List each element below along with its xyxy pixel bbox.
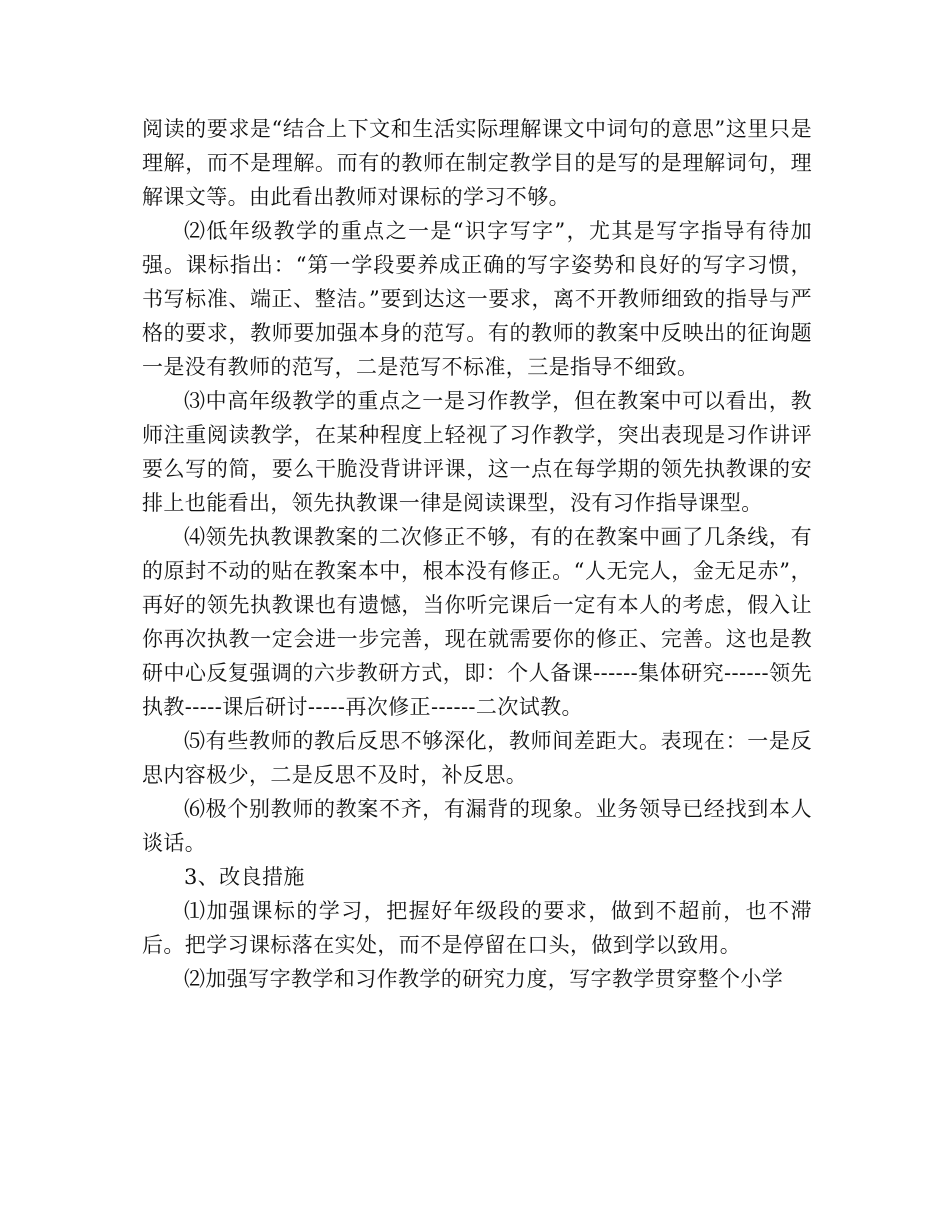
document-page [142, 112, 812, 996]
paragraph-5: ⑸有些教师的教后反思不够深化，教师间差距大。表现在：一是反思内容极少，二是反思不及时，补反思。 [142, 729, 812, 787]
paragraph-1: 阅读的要求是“结合上下文和生活实际理解课文中词句的意思”这里只是理解，而不是理解。而有的教师在制定教学目的是写的是理解词句，理解课文等。由此看出教师对课标的学习不够。 [142, 117, 812, 209]
paragraph-6: ⑹极个别教师的教案不齐，有漏背的现象。业务领导已经找到本人谈话。 [142, 797, 812, 855]
paragraph-3: ⑶中高年级教学的重点之一是习作教学，但在教案中可以看出，教师注重阅读教学，在某种程度上轻视了习作教学，突出表现是习作讲评要么写的简，要么干脆没背讲评课，这一点在每学期的领先执教课的安排上也能看出，领先执教课一律是阅读课型，没有习作指导课型。 [142, 389, 812, 515]
paragraph-2: ⑵低年级教学的重点之一是“识字写字”，尤其是写字指导有待加强。课标指出：“第一学段要养成正确的写字姿势和良好的写字习惯，书写标准、端正、整洁。”要到达这一要求，离不开教师细致的指导与严格的要求，教师要加强本身的范写。有的教师的教案中反映出的征询题一是没有教师的范写，二是范写不标准，三是指导不细致。 [142, 219, 812, 379]
section-heading: 3、改良措施 [184, 865, 305, 889]
paragraph-8: ⑵加强写字教学和习作教学的研究力度，写字教学贯穿整个小学 [184, 967, 784, 991]
paragraph-4: ⑷领先执教课教案的二次修正不够，有的在教案中画了几条线，有的原封不动的贴在教案本中，根本没有修正。“人无完人，金无足赤”，再好的领先执教课也有遗憾，当你听完课后一定有本人的考虑，假入让你再次执教一定会进一步完善，现在就需要你的修正、完善。这也是教研中心反复强调的六步教研方式，即：个人备课------集体研究------领先执教-----课后研讨-----再次修正------二次试教。 [142, 525, 812, 719]
paragraph-7: ⑴加强课标的学习，把握好年级段的要求，做到不超前，也不滞后。把学习课标落在实处，而不是停留在口头，做到学以致用。 [142, 899, 812, 957]
